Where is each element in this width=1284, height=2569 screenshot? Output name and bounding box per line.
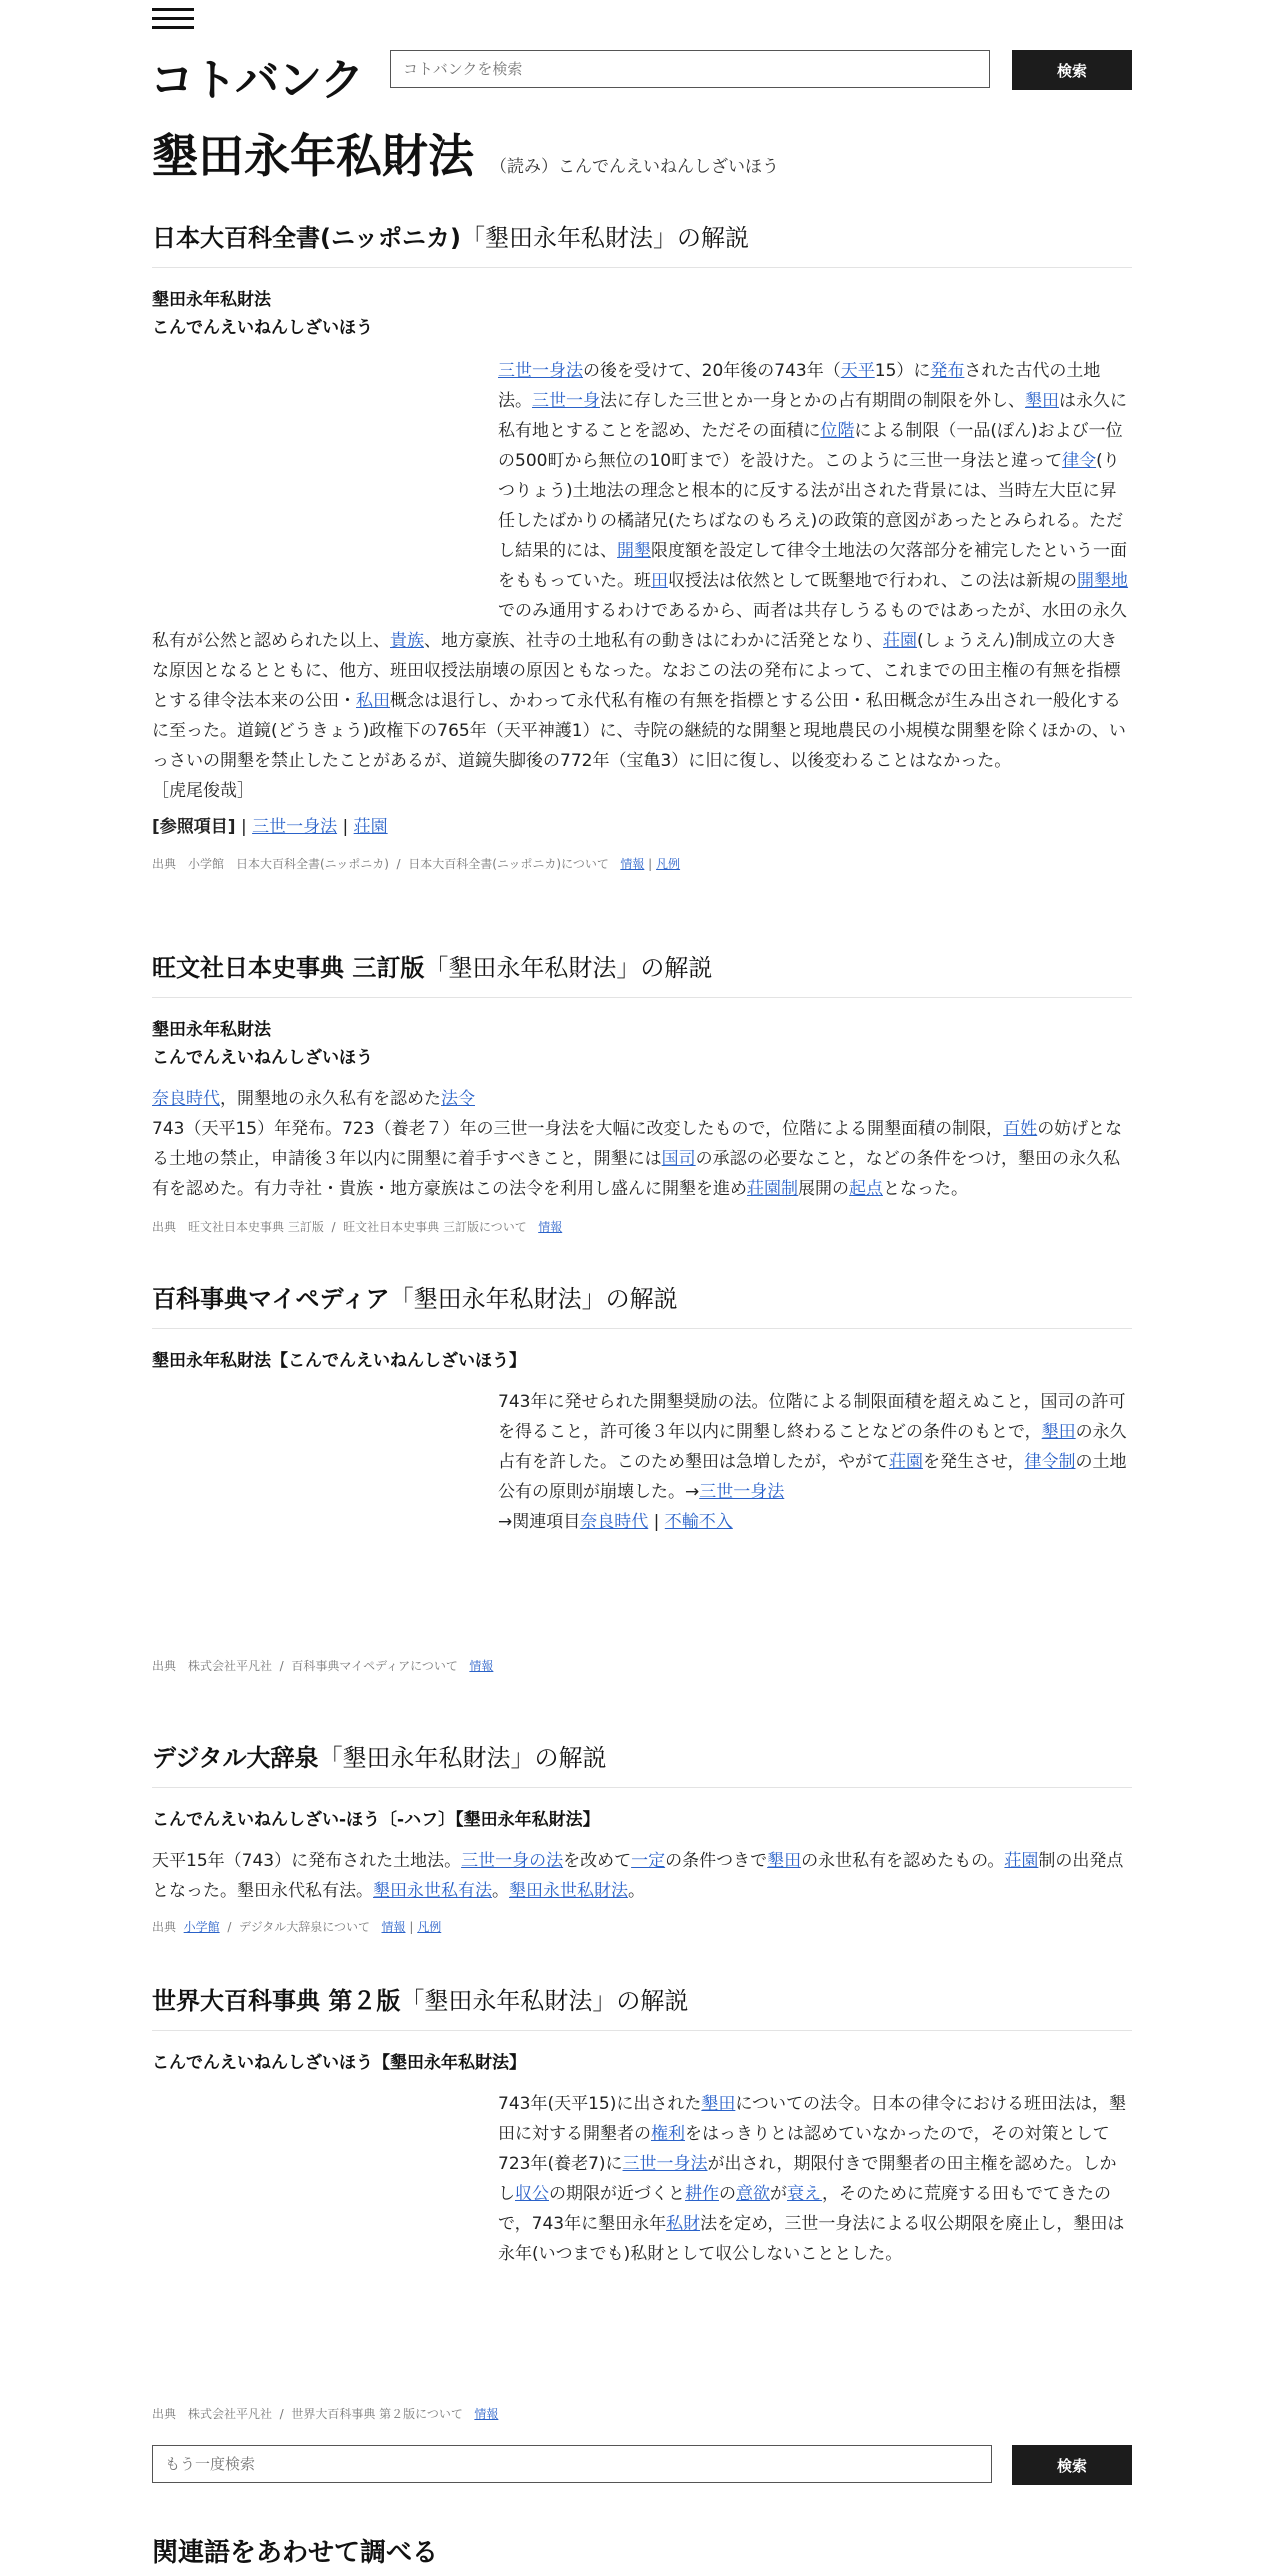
menu-icon[interactable] bbox=[152, 8, 194, 32]
separator: / bbox=[279, 2407, 284, 2421]
headword bbox=[152, 286, 1132, 342]
link[interactable]: 荘園 bbox=[889, 1452, 923, 1472]
link[interactable]: 荘園制 bbox=[747, 1179, 798, 1199]
source-label: 出典 株式会社平凡社 bbox=[152, 1659, 273, 1673]
section-book-name: 旺文社日本史事典 三訂版 bbox=[152, 954, 425, 982]
section-title-suffix: 「墾田永年私財法」の解説 bbox=[460, 224, 749, 252]
source-line bbox=[152, 1657, 1132, 1674]
separator: / bbox=[396, 857, 401, 871]
section-title-suffix: 「墾田永年私財法」の解説 bbox=[400, 1987, 689, 2015]
entry-detail bbox=[152, 1114, 1132, 1204]
info-link[interactable]: 情報 bbox=[538, 1220, 563, 1234]
link[interactable]: 権利 bbox=[651, 2124, 685, 2144]
separator: / bbox=[227, 1920, 232, 1934]
section-book-name: デジタル大辞泉 bbox=[152, 1744, 319, 1772]
text: の土地公有の原則が崩壊した。→ bbox=[498, 1452, 1127, 1502]
text: 743年に発せられた開墾奨励の法。位階による制限面積を超えぬこと，国司の許可を得ること，許可後３年以内に開墾し終わることなどの条件のもとで， bbox=[498, 1392, 1126, 1442]
text: 法を定め，三世一身法による収公期限を廃止し，墾田は永年(いつまでも)私財として収公しないこととした。 bbox=[498, 2214, 1125, 2264]
separator: | bbox=[337, 817, 354, 837]
link[interactable]: 国司 bbox=[661, 1149, 696, 1169]
link[interactable]: 開墾地 bbox=[1077, 571, 1129, 591]
source-line bbox=[152, 855, 1132, 872]
link[interactable]: 三世一身 bbox=[532, 391, 600, 411]
section-book-name: 世界大百科事典 第２版 bbox=[152, 1987, 401, 2015]
section-book-name: 百科事典マイペディア bbox=[152, 1285, 390, 1313]
source-line bbox=[152, 1218, 1132, 1235]
link[interactable]: 私財 bbox=[666, 2214, 701, 2234]
section-title bbox=[152, 1981, 1132, 2031]
reference-link[interactable]: 三世一身法 bbox=[252, 817, 338, 837]
page-heading bbox=[152, 120, 779, 186]
link[interactable]: 百姓 bbox=[1003, 1119, 1038, 1139]
related-link[interactable]: 奈良時代 bbox=[580, 1512, 649, 1532]
section-mypedia bbox=[152, 1279, 1132, 1674]
text: 、地方豪族、社寺の土地私有の動きはにわかに活発となり、 bbox=[424, 631, 883, 651]
link[interactable]: 開墾 bbox=[617, 541, 651, 561]
search-input[interactable] bbox=[390, 50, 990, 88]
headword-kanji: 墾田永年私財法 bbox=[152, 290, 271, 310]
text: された古代の土地法。 bbox=[498, 361, 1101, 411]
info-link[interactable]: 情報 bbox=[469, 1659, 494, 1673]
headword bbox=[152, 1016, 1132, 1072]
link[interactable]: 荘園 bbox=[1004, 1851, 1039, 1871]
link[interactable]: 田 bbox=[651, 571, 668, 591]
section-title bbox=[152, 1279, 1132, 1329]
text: ，そのために荒廃する田もでてきたので，743年に墾田永年 bbox=[498, 2184, 1112, 2234]
bottom-search-input[interactable] bbox=[152, 2445, 992, 2483]
reference-items bbox=[152, 812, 1132, 837]
related-heading: 関連語をあわせて調べる bbox=[152, 2538, 439, 2568]
legend-link[interactable]: 凡例 bbox=[656, 857, 681, 871]
entry-body bbox=[152, 356, 1132, 806]
link[interactable]: 三世一身法 bbox=[498, 361, 583, 381]
link[interactable]: 三世一身法 bbox=[699, 1482, 785, 1502]
text: 。 bbox=[492, 1881, 509, 1901]
text: となった。 bbox=[883, 1179, 968, 1199]
source-label: 出典 小学館 日本大百科全書(ニッポニカ) bbox=[152, 857, 389, 871]
reference-label: [参照項目] bbox=[152, 817, 236, 837]
link[interactable]: 奈良時代 bbox=[152, 1089, 220, 1109]
text: ，開墾地の永久私有を認めた bbox=[220, 1089, 441, 1109]
headword: 墾田永年私財法【こんでんえいねんしざいほう】 bbox=[152, 1351, 526, 1371]
link[interactable]: 一定 bbox=[631, 1851, 666, 1871]
section-nipponica bbox=[152, 218, 1132, 872]
link[interactable]: 墾田永世私有法 bbox=[373, 1881, 492, 1901]
text: 制の出発点となった。墾田永代私有法。 bbox=[152, 1851, 1124, 1901]
bottom-search-button[interactable]: 検索 bbox=[1012, 2445, 1132, 2485]
legend-link[interactable]: 凡例 bbox=[417, 1920, 442, 1934]
link[interactable]: 意欲 bbox=[736, 2184, 770, 2204]
text: 限度額を設定して律令土地法の欠落部分を補完したという一面をももっていた。班 bbox=[498, 541, 1127, 591]
text: 概念は退行し、かわって永代私有権の有無を指標とする公田・私田概念が生み出され一般化するに至った。道鏡(どうきょう)政権下の765年（天平神護1）に、寺院の継続的な開墾と現地農民の小規模な開墾を除くほかの、いっさいの開墾を禁止したことがあるが、道鏡失脚後の772年（宝亀3）に旧に復し、以後変わることはなかった。 bbox=[152, 691, 1126, 771]
text: が bbox=[770, 2184, 787, 2204]
text: 743（天平15）年発布。723（養老７）年の三世一身法を大幅に改変したもので，位階による開墾面積の制限， bbox=[152, 1119, 1004, 1139]
source-line bbox=[152, 2405, 1132, 2422]
headword-reading: こんでんえいねんしざいほう bbox=[152, 318, 373, 338]
headword: こんでんえいねんしざい‐ほう〔‐ハフ〕【墾田永年私財法】 bbox=[152, 1810, 600, 1830]
link[interactable]: 起点 bbox=[849, 1179, 883, 1199]
search-button[interactable]: 検索 bbox=[1012, 50, 1132, 90]
entry-body bbox=[152, 1846, 1132, 1906]
text: についての法令。日本の律令における班田法は，墾田に対する開墾者の bbox=[498, 2094, 1127, 2144]
link[interactable]: 墾田 bbox=[1041, 1422, 1076, 1442]
text: を改めて bbox=[563, 1851, 632, 1871]
text: の妨げとなる土地の禁止，申請後３年以内に開墾に着手すべきこと，開墾には bbox=[152, 1119, 1123, 1169]
separator: | bbox=[648, 1512, 665, 1532]
site-logo[interactable]: コトバンク bbox=[150, 55, 364, 106]
section-daijisen bbox=[152, 1738, 1132, 1935]
source-about[interactable]: 世界大百科事典 第２版について bbox=[291, 2407, 463, 2421]
separator: / bbox=[279, 1659, 284, 1673]
reference-link[interactable]: 荘園 bbox=[353, 817, 388, 837]
link[interactable]: 律令制 bbox=[1024, 1452, 1076, 1472]
link[interactable]: 貴族 bbox=[390, 631, 424, 651]
text: が出され，期限付きで開墾者の田主権を認めた。しかし bbox=[498, 2154, 1117, 2204]
link[interactable]: 三世一身法 bbox=[622, 2154, 708, 2174]
section-title-suffix: 「墾田永年私財法」の解説 bbox=[389, 1285, 678, 1313]
page-reading: （読み）こんでんえいねんしざいほう bbox=[490, 157, 779, 177]
source-about[interactable]: 百科事典マイペディアについて bbox=[291, 1659, 458, 1673]
text: の期限が近づくと bbox=[549, 2184, 685, 2204]
link[interactable]: 墾田永世私財法 bbox=[509, 1881, 628, 1901]
info-link[interactable]: 情報 bbox=[381, 1920, 406, 1934]
info-link[interactable]: 情報 bbox=[474, 2407, 499, 2421]
text: でのみ通用するわけであるから、両者は共存しうるものではあったが、水田の永久私有が公然と認められた以上、 bbox=[152, 601, 1127, 651]
text: は永久に私有地とすることを認め、ただその面積に bbox=[498, 391, 1127, 441]
text: 743年(天平15)に出された bbox=[498, 2094, 702, 2114]
section-title-suffix: 「墾田永年私財法」の解説 bbox=[318, 1744, 607, 1772]
section-title-suffix: 「墾田永年私財法」の解説 bbox=[424, 954, 713, 982]
link[interactable]: 収公 bbox=[515, 2184, 549, 2204]
link[interactable]: 耕作 bbox=[685, 2184, 719, 2204]
entry-body bbox=[152, 2089, 1132, 2389]
text: の条件つきで bbox=[665, 1851, 768, 1871]
text: 展開の bbox=[798, 1179, 849, 1199]
text: 15）に bbox=[874, 361, 931, 381]
section-book-name: 日本大百科全書(ニッポニカ) bbox=[152, 224, 461, 252]
text: 収授法は依然として既墾地で行われ、この法は新規の bbox=[668, 571, 1078, 591]
text: 法に存した三世とか一身とかの占有期間の制限を外し、 bbox=[600, 391, 1025, 411]
float-spacer bbox=[152, 356, 498, 626]
source-label: 出典 bbox=[152, 1920, 177, 1934]
text: (しょうえん)制成立の大きな原因となるとともに、他方、班田収授法崩壊の原因ともなった。なおこの法の発布によって、これまでの田主権の有無を指標とする律令法本来の公田・ bbox=[152, 631, 1121, 711]
source-label: 出典 旺文社日本史事典 三訂版 bbox=[152, 1220, 324, 1234]
section-sekai bbox=[152, 1981, 1132, 2422]
info-link[interactable]: 情報 bbox=[620, 857, 645, 871]
link[interactable]: 法令 bbox=[441, 1089, 475, 1109]
link[interactable]: 天平 bbox=[840, 361, 875, 381]
text: の永世私有を認めたもの。 bbox=[801, 1851, 1005, 1871]
link[interactable]: 律令 bbox=[1062, 451, 1097, 471]
link[interactable]: 墾田 bbox=[1025, 391, 1059, 411]
link[interactable]: 墾田 bbox=[701, 2094, 736, 2114]
publisher-link[interactable]: 小学館 bbox=[183, 1920, 220, 1934]
text: 。 bbox=[628, 1881, 645, 1901]
text: (りつりょう)土地法の理念と根本的に反する法が出された背景には、当時左大臣に昇任したばかりの橘諸兄(たちばなのもろえ)の政策的意図があったとみられる。ただし結果的には、 bbox=[498, 451, 1124, 561]
text: を発生させ， bbox=[923, 1452, 1025, 1472]
separator: | bbox=[648, 857, 653, 871]
link[interactable]: 私田 bbox=[356, 691, 390, 711]
entry-body bbox=[152, 1084, 1132, 1204]
related-items bbox=[498, 1507, 1132, 1537]
section-title bbox=[152, 948, 1132, 998]
related-link[interactable]: 不輸不入 bbox=[664, 1512, 733, 1532]
text: をはっきりとは認めていなかったので，その対策として723年(養老7)に bbox=[498, 2124, 1110, 2174]
link[interactable]: 三世一身の法 bbox=[461, 1851, 564, 1871]
link[interactable]: 衰え bbox=[787, 2184, 823, 2204]
source-about[interactable]: デジタル大辞泉について bbox=[239, 1920, 371, 1934]
entry-body bbox=[152, 1387, 1132, 1637]
source-about[interactable]: 旺文社日本史事典 三訂版について bbox=[343, 1220, 527, 1234]
link[interactable]: 墾田 bbox=[767, 1851, 802, 1871]
section-obunsha bbox=[152, 948, 1132, 1235]
text: の後を受けて、20年後の743年（ bbox=[583, 361, 841, 381]
author: ［虎尾俊哉］ bbox=[152, 781, 254, 801]
source-about[interactable]: 日本大百科全書(ニッポニカ)について bbox=[408, 857, 609, 871]
separator: | bbox=[409, 1920, 414, 1934]
text: の bbox=[719, 2184, 736, 2204]
separator: | bbox=[235, 817, 253, 837]
text: の永久占有を許した。このため墾田は急増したが，やがて bbox=[498, 1422, 1127, 1472]
entry-summary bbox=[152, 1084, 1132, 1114]
link[interactable]: 荘園 bbox=[883, 631, 917, 651]
separator: / bbox=[331, 1220, 336, 1234]
related-label: →関連項目 bbox=[498, 1512, 581, 1532]
headword-kanji: 墾田永年私財法 bbox=[152, 1020, 271, 1040]
page-title: 墾田永年私財法 bbox=[152, 129, 474, 183]
headword: こんでんえいねんしざいほう【墾田永年私財法】 bbox=[152, 2053, 526, 2073]
headword-reading: こんでんえいねんしざいほう bbox=[152, 1048, 373, 1068]
link[interactable]: 発布 bbox=[930, 361, 965, 381]
source-label: 出典 株式会社平凡社 bbox=[152, 2407, 273, 2421]
section-title bbox=[152, 218, 1132, 268]
source-line bbox=[152, 1918, 1132, 1935]
text: 天平15年（743）に発布された土地法。 bbox=[152, 1851, 462, 1871]
section-title bbox=[152, 1738, 1132, 1788]
link[interactable]: 位階 bbox=[820, 421, 855, 441]
text: の承認の必要なこと，などの条件をつけ，墾田の永久私有を認めた。有力寺社・貴族・地方豪族はこの法令を利用し盛んに開墾を進め bbox=[152, 1149, 1120, 1199]
text: による制限（一品(ぽん)および一位の500町から無位の10町まで）を設けた。このように三世一身法と違って bbox=[498, 421, 1123, 471]
